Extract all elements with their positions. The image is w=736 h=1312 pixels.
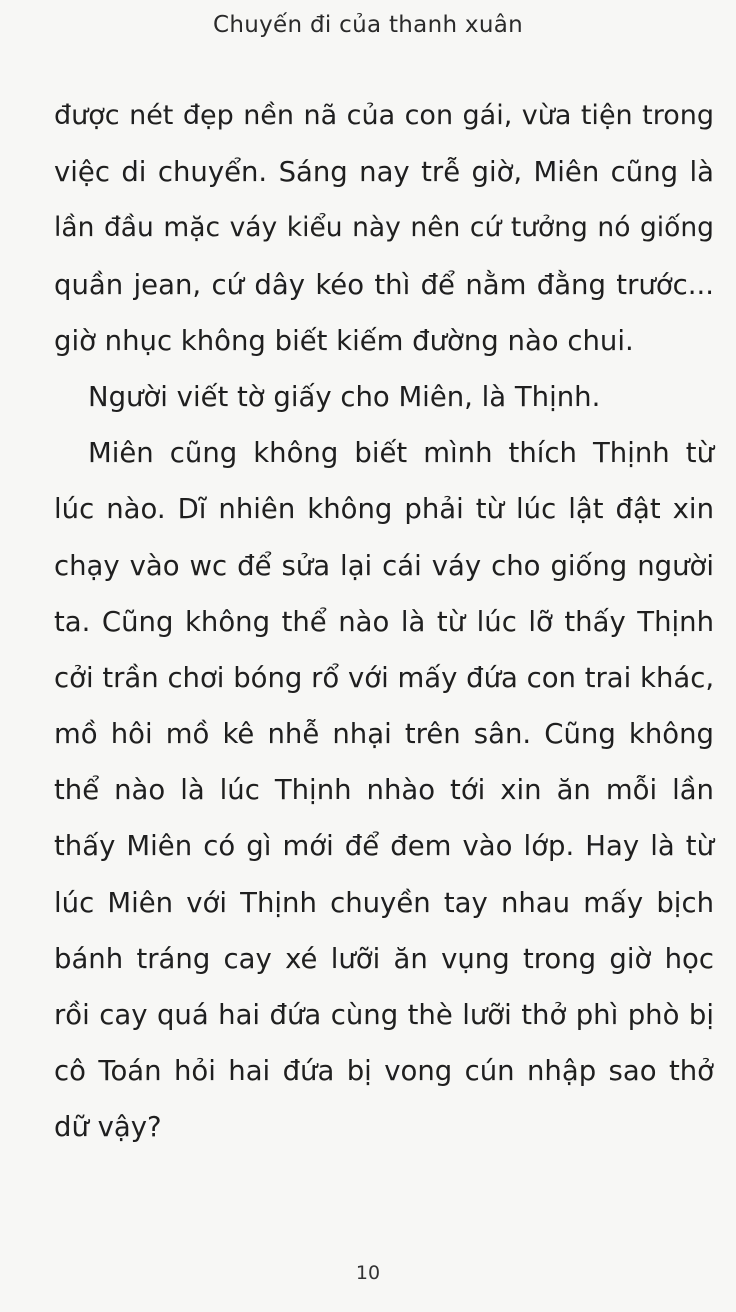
text-line: rồi cay quá hai đứa cùng thè lưỡi thở phì phò bị — [54, 999, 714, 1031]
page-number: 10 — [355, 1262, 381, 1284]
text-line: thấy Miên có gì mới để đem vào lớp. Hay là từ — [54, 830, 714, 863]
text-line: bánh tráng cay xé lưỡi ăn vụng trong giờ học — [54, 942, 714, 975]
text-line: ta. Cũng không thể nào là từ lúc lỡ thấy Thịnh — [54, 605, 714, 638]
text-line: cởi trần chơi bóng rổ với mấy đứa con trai khác, — [54, 661, 715, 694]
text-line: chạy vào wc để sửa lại cái váy cho giống người — [54, 549, 714, 582]
text-line: quần jean, cứ dây kéo thì để nằm đằng trước... — [54, 268, 714, 301]
text-line: mồ hôi mồ kê nhễ nhại trên sân. Cũng không — [54, 718, 714, 751]
text-line: lúc Miên với Thịnh chuyền tay nhau mấy bịch — [54, 886, 714, 919]
text-line: Miên cũng không biết mình thích Thịnh từ — [88, 437, 714, 470]
text-line: giờ nhục không biết kiếm đường nào chui. — [54, 324, 634, 357]
body-text — [54, 88, 714, 1156]
text-line: thể nào là lúc Thịnh nhào tới xin ăn mỗi lần — [54, 774, 714, 807]
text-line: được nét đẹp nền nã của con gái, vừa tiện trong — [54, 100, 714, 131]
running-header: Chuyến đi của thanh xuân — [212, 12, 523, 38]
text-line: lần đầu mặc váy kiểu này nên cứ tưởng nó giống — [54, 212, 714, 244]
text-line: dữ vậy? — [54, 1111, 162, 1144]
text-line: việc di chuyển. Sáng nay trễ giờ, Miên cũng là — [54, 156, 714, 189]
text-line: cô Toán hỏi hai đứa bị vong cún nhập sao thở — [54, 1055, 714, 1088]
text-line: lúc nào. Dĩ nhiên không phải từ lúc lật đật xin — [54, 493, 714, 526]
text-line: Người viết tờ giấy cho Miên, là Thịnh. — [88, 380, 601, 413]
